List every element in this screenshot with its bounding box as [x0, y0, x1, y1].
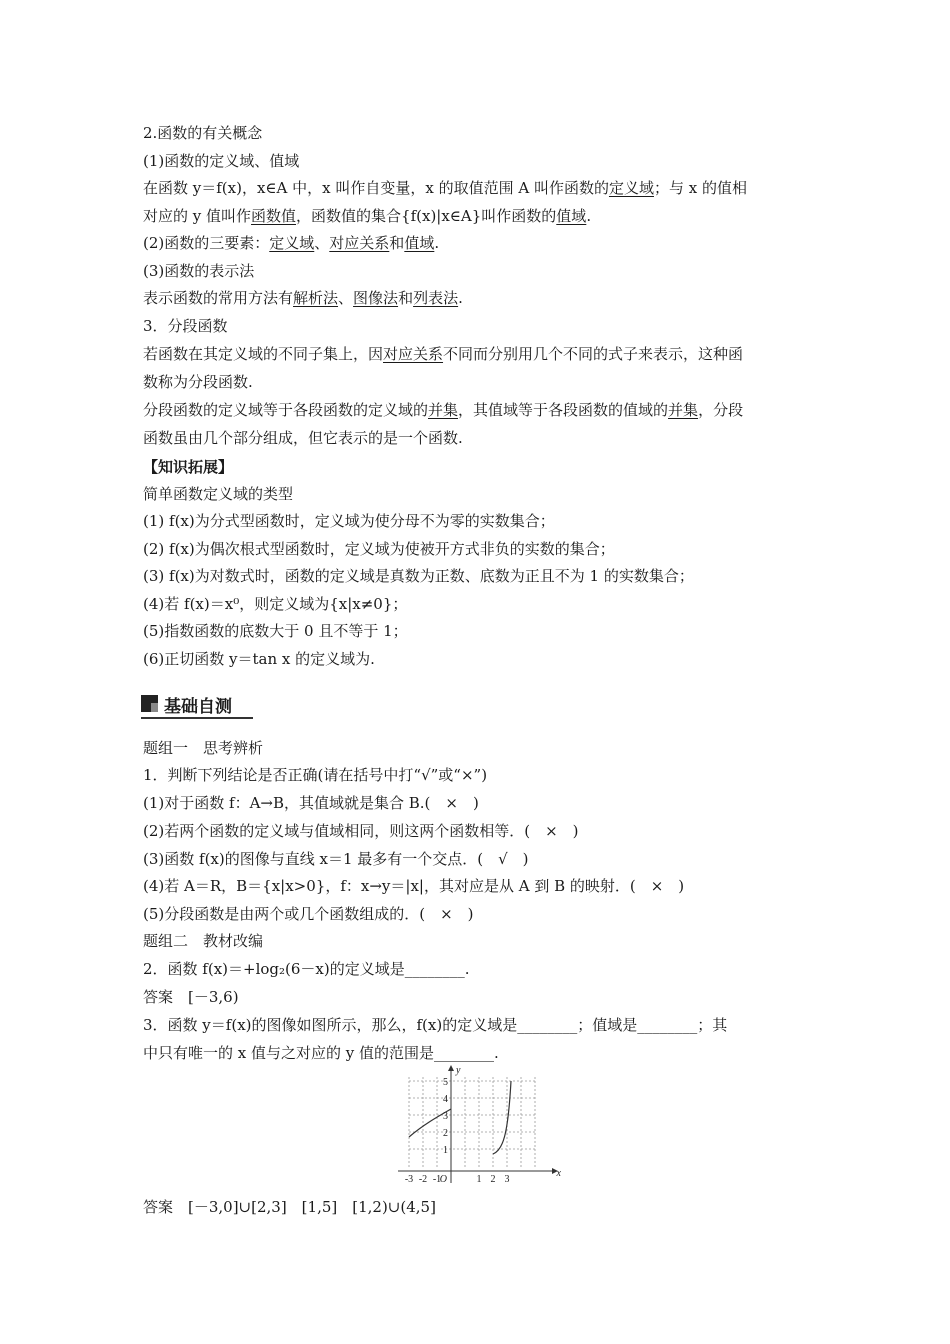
list-item: (1) f(x)为分式型函数时，定义域为使分母不为零的实数集合； — [143, 512, 555, 530]
statement-2: (2)若两个函数的定义域与值域相同，则这两个函数相等．( × ) — [143, 822, 579, 840]
statement-3: (3)函数 f(x)的图像与直线 x＝1 最多有一个交点．( √ ) — [143, 850, 529, 868]
y-tick-label: 5 — [443, 1077, 448, 1088]
subheading-domain-range: (1)函数的定义域、值域 — [143, 152, 300, 170]
curve-right-segment — [493, 1081, 511, 1154]
underlined-term: 列表法 — [413, 289, 459, 307]
paragraph-line — [143, 205, 591, 227]
text: . — [434, 234, 440, 252]
underlined-term: 图像法 — [353, 289, 399, 307]
question-3-line-1: 3．函数 y＝f(x)的图像如图所示，那么，f(x)的定义域是________；值域是________；其 — [143, 1016, 728, 1034]
knowledge-extension-heading: 【知识拓展】 — [143, 458, 234, 476]
underlined-term: 函数值 — [251, 207, 297, 225]
text: 不同而分别用几个不同的式子来表示，这种函 — [443, 345, 744, 363]
text: 在函数 y＝f(x)，x∈A 中，x 叫作自变量，x 的取值范围 A 叫作函数的 — [143, 179, 609, 197]
question-3-line-2: 中只有唯一的 x 值与之对应的 y 值的范围是________. — [143, 1044, 499, 1062]
subheading-representation: (3)函数的表示法 — [143, 262, 255, 280]
list-item: (6)正切函数 y＝tan x 的定义域为. — [143, 650, 375, 668]
group-two-heading: 题组二 教材改编 — [143, 932, 264, 950]
text: (2)函数的三要素： — [143, 234, 270, 252]
underlined-term: 定义域 — [608, 179, 654, 197]
paragraph-line — [143, 232, 439, 254]
text: 和 — [389, 234, 405, 252]
heading-function-concepts: 2.函数的有关概念 — [143, 124, 263, 142]
underlined-term: 值域 — [556, 207, 587, 225]
underlined-term: 并集 — [668, 401, 699, 419]
section-header — [141, 690, 253, 720]
text: 、 — [314, 234, 330, 252]
statement-5: (5)分段函数是由两个或几个函数组成的．( × ) — [143, 905, 474, 923]
y-tick-label: 3 — [443, 1111, 448, 1122]
x-tick-label: -1 — [432, 1174, 442, 1185]
text: 、 — [338, 289, 354, 307]
paragraph-line — [143, 287, 463, 309]
text: ，函数值的集合{f(x)|x∈A}叫作函数的 — [296, 207, 557, 225]
underlined-term: 对应关系 — [329, 234, 390, 252]
x-tick-label: -3 — [404, 1174, 414, 1185]
x-tick-label: 3 — [504, 1174, 510, 1185]
statement-4: (4)若 A＝R，B＝{x|x>0}，f：x→y＝|x|，其对应是从 A 到 B 的映射．( × ) — [143, 877, 685, 895]
x-tick-label: -2 — [418, 1174, 428, 1185]
text: 若函数在其定义域的不同子集上，因 — [143, 345, 384, 363]
text: 分段函数的定义域等于各段函数的定义域的 — [143, 401, 429, 419]
question-1: 1．判断下列结论是否正确(请在括号中打“√”或“×”) — [143, 766, 488, 784]
paragraph-line: 简单函数定义域的类型 — [143, 485, 294, 503]
list-item: (5)指数函数的底数大于 0 且不等于 1； — [143, 622, 408, 640]
y-axis-arrow-icon — [448, 1065, 454, 1071]
section-square-shade-icon — [151, 703, 158, 712]
x-tick-label: 2 — [490, 1174, 496, 1185]
statement-1: (1)对于函数 f：A→B，其值域就是集合 B.( × ) — [143, 794, 479, 812]
paragraph-line: 数称为分段函数. — [143, 373, 253, 391]
paragraph-line: 函数虽由几个部分组成，但它表示的是一个函数. — [143, 429, 463, 447]
list-item: (4)若 f(x)＝x⁰，则定义域为{x|x≠0}； — [143, 595, 408, 613]
heading-piecewise: 3．分段函数 — [143, 317, 228, 335]
y-tick-label: 2 — [443, 1128, 448, 1139]
x-axis-label: x — [556, 1168, 561, 1179]
section-title: 基础自测 — [164, 697, 232, 717]
answer-2: 答案 [－3,6) — [143, 988, 239, 1006]
y-tick-label: 1 — [443, 1145, 448, 1156]
list-item: (3) f(x)为对数式时，函数的定义域是真数为正数、底数为正且不为 1 的实数集合； — [143, 567, 694, 585]
y-tick-label: 4 — [443, 1094, 448, 1105]
underlined-term: 解析法 — [293, 289, 339, 307]
function-graph — [390, 1065, 565, 1190]
group-one-heading: 题组一 思考辨析 — [143, 739, 264, 757]
text: . — [458, 289, 463, 307]
underlined-term: 对应关系 — [383, 345, 444, 363]
text: 和 — [398, 289, 414, 307]
underlined-term: 并集 — [428, 401, 459, 419]
paragraph-line — [143, 177, 747, 199]
graph-grid — [409, 1077, 535, 1167]
underlined-term: 值域 — [404, 234, 435, 252]
section-underline — [141, 717, 253, 719]
text: ，其值域等于各段函数的值域的 — [458, 401, 669, 419]
paragraph-line — [143, 343, 743, 365]
paragraph-line — [143, 399, 743, 421]
text: ，分段 — [698, 401, 744, 419]
x-tick-label: 1 — [476, 1174, 482, 1185]
text: . — [586, 207, 592, 225]
answer-3: 答案 [－3,0]∪[2,3] [1,5] [1,2)∪(4,5] — [143, 1198, 436, 1216]
list-item: (2) f(x)为偶次根式型函数时，定义域为使被开方式非负的实数的集合； — [143, 540, 615, 558]
text: 对应的 y 值叫作 — [143, 207, 252, 225]
text: ；与 x 的值相 — [653, 179, 747, 197]
underlined-term: 定义域 — [269, 234, 315, 252]
question-2: 2．函数 f(x)＝+log₂(6－x)的定义域是________. — [143, 960, 470, 978]
origin-label: O — [439, 1174, 447, 1185]
text: 表示函数的常用方法有 — [143, 289, 294, 307]
y-axis-label: y — [456, 1065, 461, 1076]
